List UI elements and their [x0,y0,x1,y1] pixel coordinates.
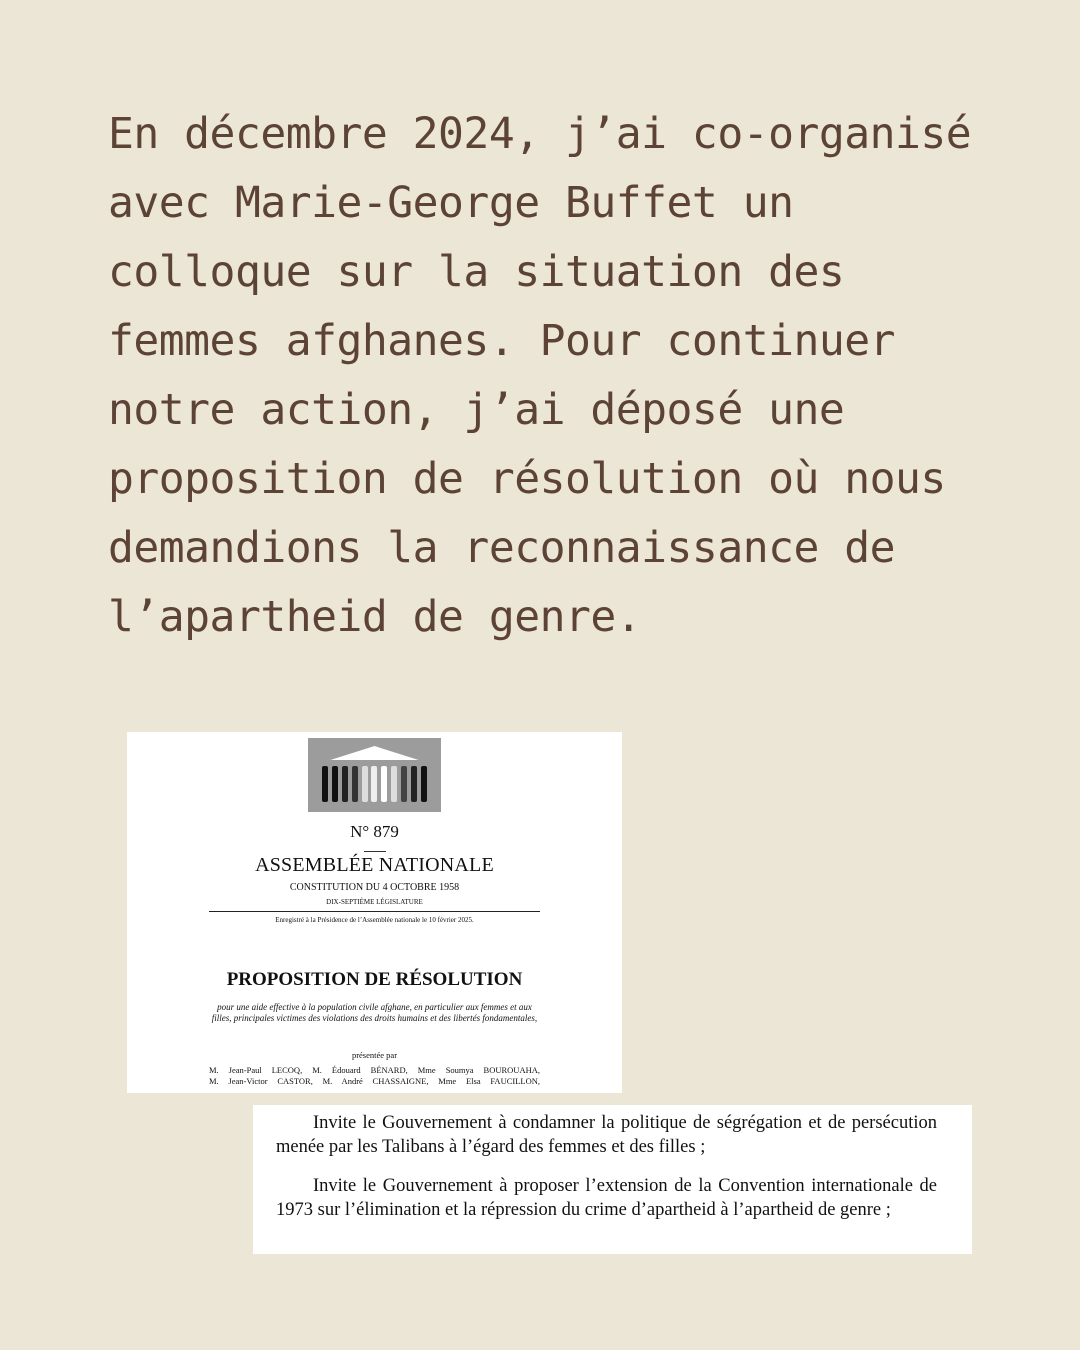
number-underline [364,851,386,852]
authors-line: M. Jean-Paul LECOQ, M. Édouard BÉNARD, Mme Soumya BOUROUAHA, [209,1065,540,1075]
excerpt-paragraph: Invite le Gouvernement à condamner la politique de ségrégation et de persécution menée par les Talibans à l’égard des femmes et des filles ; [276,1113,937,1157]
excerpt-paragraph: Invite le Gouvernement à proposer l’extension de la Convention internationale de 1973 sur l’élimination et la répression du crime d’apartheid à l’apartheid de genre ; [276,1176,937,1220]
assembly-name: ASSEMBLÉE NATIONALE [255,854,494,876]
intro-text: En décembre 2024, j’ai co-organisé avec Marie-George Buffet un colloque sur la situation des femmes afghanes. Pour continuer notre action, j’ai déposé une proposition de résolution où nous demandions la reconnaissance de l’apartheid de genre. [108,109,972,642]
authors-line: M. Jean-Victor CASTOR, M. André CHASSAIGNE, Mme Elsa FAUCILLON, [209,1076,540,1086]
legislature-line: DIX-SEPTIÈME LÉGISLATURE [326,898,423,906]
proposition-subtitle: pour une aide effective à la population civile afghane, en particulier aux femmes et aux filles, principales victimes des violations des droits humains et des libertés fondamentales, [211,1002,538,1023]
header-divider [209,911,540,912]
resolution-document-image [127,732,622,1093]
resolution-excerpt-image [253,1105,972,1254]
proposition-title: PROPOSITION DE RÉSOLUTION [226,969,523,990]
assemblee-nationale-logo-icon [308,738,441,812]
authors-list [209,1065,540,1087]
constitution-line: CONSTITUTION DU 4 OCTOBRE 1958 [289,882,460,893]
presented-by: présentée par [351,1050,398,1060]
document-number: N° 879 [350,822,399,841]
registration-note: Enregistré à la Présidence de l’Assemblée nationale le 10 février 2025. [275,916,474,924]
